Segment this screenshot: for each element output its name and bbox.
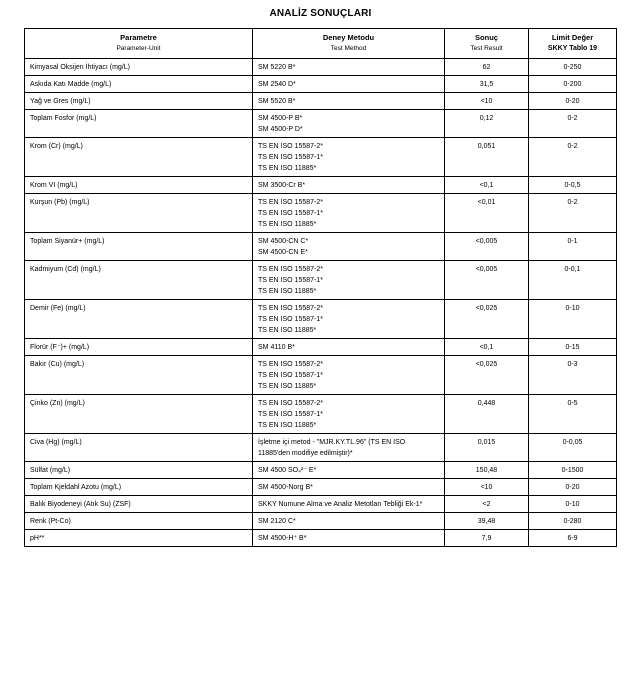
method-line: SM 5520 B* (258, 98, 296, 105)
method-line: TS EN ISO 15587-2* (258, 305, 323, 312)
limit-cell: 0-1500 (529, 462, 617, 479)
table-row (25, 530, 617, 547)
parameter-cell: Toplam Kjeldahl Azotu (mg/L) (25, 479, 253, 496)
method-cell (253, 339, 445, 356)
result-cell: <0,005 (445, 233, 529, 261)
method-line: TS EN ISO 11885* (258, 422, 317, 429)
parameter-cell: Renk (Pt-Co) (25, 513, 253, 530)
result-cell: <10 (445, 93, 529, 110)
method-line: TS EN ISO 15587-2* (258, 199, 323, 206)
table-row (25, 233, 617, 261)
table-row (25, 513, 617, 530)
parameter-cell: Krom VI (mg/L) (25, 177, 253, 194)
limit-cell: 0-250 (529, 59, 617, 76)
table-row (25, 261, 617, 300)
method-line: SM 4500-P B* (258, 115, 303, 122)
parameter-cell: Sülfat (mg/L) (25, 462, 253, 479)
method-cell (253, 261, 445, 300)
header-limit (529, 29, 617, 59)
parameter-cell: Kurşun (Pb) (mg/L) (25, 194, 253, 233)
parameter-cell: Çinko (Zn) (mg/L) (25, 395, 253, 434)
table-row (25, 434, 617, 462)
method-cell (253, 479, 445, 496)
method-line: SM 2540 D* (258, 81, 296, 88)
limit-cell: 0-10 (529, 300, 617, 339)
limit-cell: 0-5 (529, 395, 617, 434)
table-row (25, 138, 617, 177)
header-limit-label: Limit Değer (551, 33, 594, 42)
method-cell (253, 194, 445, 233)
limit-cell: 0-2 (529, 138, 617, 177)
method-line: TS EN ISO 15587-1* (258, 372, 323, 379)
method-line: TS EN ISO 15587-2* (258, 143, 323, 150)
method-line: SM 4110 B* (258, 344, 295, 351)
table-row (25, 110, 617, 138)
method-line: TS EN ISO 15587-2* (258, 266, 323, 273)
header-result-sublabel: Test Result (470, 45, 503, 52)
limit-cell: 6-9 (529, 530, 617, 547)
limit-cell: 0-2 (529, 194, 617, 233)
result-cell: 31,5 (445, 76, 529, 93)
page-title: ANALİZ SONUÇLARI (269, 8, 372, 19)
table-row (25, 356, 617, 395)
result-cell: <10 (445, 479, 529, 496)
limit-cell: 0-280 (529, 513, 617, 530)
table-row (25, 479, 617, 496)
method-line: SM 4500-P D* (258, 126, 303, 133)
method-cell (253, 434, 445, 462)
results-body (25, 59, 617, 547)
limit-cell: 0-0,05 (529, 434, 617, 462)
method-cell (253, 395, 445, 434)
result-cell: 0,448 (445, 395, 529, 434)
method-line: SM 5220 B* (258, 64, 296, 71)
parameter-cell: Krom (Cr) (mg/L) (25, 138, 253, 177)
method-line: TS EN ISO 11885* (258, 383, 317, 390)
result-cell: <2 (445, 496, 529, 513)
method-cell (253, 513, 445, 530)
method-line: SM 4500-Norg B* (258, 484, 313, 491)
method-cell (253, 233, 445, 261)
limit-cell: 0-15 (529, 339, 617, 356)
method-cell (253, 496, 445, 513)
method-line: SM 3500-Cr B* (258, 182, 306, 189)
result-cell: <0,01 (445, 194, 529, 233)
method-line: SKKY Numune Alma ve Analiz Metotları Tebliği Ek-1* (258, 501, 423, 508)
method-line: TS EN ISO 11885* (258, 221, 317, 228)
result-cell: <0,025 (445, 300, 529, 339)
result-cell: 7,9 (445, 530, 529, 547)
parameter-cell: Florür (F⁻)+ (mg/L) (25, 339, 253, 356)
method-cell (253, 59, 445, 76)
method-line: SM 2120 C* (258, 518, 296, 525)
method-cell (253, 93, 445, 110)
parameter-cell: Toplam Fosfor (mg/L) (25, 110, 253, 138)
table-row (25, 395, 617, 434)
method-cell (253, 530, 445, 547)
method-line: TS EN ISO 15587-2* (258, 400, 323, 407)
result-cell: 62 (445, 59, 529, 76)
result-cell: 0,12 (445, 110, 529, 138)
table-row (25, 93, 617, 110)
result-cell: <0,005 (445, 261, 529, 300)
result-cell: <0,025 (445, 356, 529, 395)
parameter-cell: Kimyasal Oksijen İhtiyacı (mg/L) (25, 59, 253, 76)
limit-cell: 0-0,5 (529, 177, 617, 194)
parameter-cell: Askıda Katı Madde (mg/L) (25, 76, 253, 93)
limit-cell: 0-0,1 (529, 261, 617, 300)
method-line: TS EN ISO 11885* (258, 288, 317, 295)
parameter-cell: Demir (Fe) (mg/L) (25, 300, 253, 339)
method-line: TS EN ISO 15587-1* (258, 277, 323, 284)
header-parameter-label: Parametre (120, 33, 157, 42)
method-line: TS EN ISO 15587-1* (258, 210, 323, 217)
method-line: SM 4500-CN E* (258, 249, 308, 256)
table-row (25, 194, 617, 233)
method-cell (253, 138, 445, 177)
method-line: TS EN ISO 15587-2* (258, 361, 323, 368)
method-line: TS EN ISO 11885* (258, 327, 317, 334)
table-row (25, 462, 617, 479)
limit-cell: 0-3 (529, 356, 617, 395)
method-cell (253, 462, 445, 479)
header-parameter (25, 29, 253, 59)
method-cell (253, 110, 445, 138)
result-cell: <0,1 (445, 339, 529, 356)
header-method (253, 29, 445, 59)
method-cell (253, 356, 445, 395)
method-line: TS EN ISO 15587-1* (258, 411, 323, 418)
limit-cell: 0-2 (529, 110, 617, 138)
limit-cell: 0-20 (529, 93, 617, 110)
method-line: TS EN ISO 15587-1* (258, 154, 323, 161)
method-line: İşletme içi metod - "MJR.KY.TL.96" (TS EN ISO 11885'den modifiye edilmiştir)* (258, 439, 406, 457)
header-method-sublabel: Test Method (330, 45, 367, 52)
method-line: SM 4500 SO₄²⁻ E* (258, 467, 317, 474)
results-table (24, 28, 617, 547)
result-cell: 150,48 (445, 462, 529, 479)
table-row (25, 59, 617, 76)
parameter-cell: Toplam Siyanür+ (mg/L) (25, 233, 253, 261)
limit-cell: 0-200 (529, 76, 617, 93)
method-cell (253, 300, 445, 339)
header-parameter-sublabel: Parameter-Unit (116, 45, 161, 52)
result-cell: <0,1 (445, 177, 529, 194)
table-row (25, 300, 617, 339)
table-row (25, 339, 617, 356)
method-cell (253, 76, 445, 93)
header-result-label: Sonuç (475, 33, 498, 42)
header-method-label: Deney Metodu (322, 33, 375, 42)
parameter-cell: Civa (Hg) (mg/L) (25, 434, 253, 462)
table-header-row (25, 29, 617, 59)
limit-cell: 0-20 (529, 479, 617, 496)
table-row (25, 496, 617, 513)
parameter-cell: Bakır (Cu) (mg/L) (25, 356, 253, 395)
table-row (25, 177, 617, 194)
method-line: TS EN ISO 15587-1* (258, 316, 323, 323)
parameter-cell: Yağ ve Gres (mg/L) (25, 93, 253, 110)
header-limit-sublabel: SKKY Tablo 19 (547, 45, 598, 52)
limit-cell: 0-10 (529, 496, 617, 513)
method-cell (253, 177, 445, 194)
limit-cell: 0-1 (529, 233, 617, 261)
parameter-cell: Kadmiyum (Cd) (mg/L) (25, 261, 253, 300)
result-cell: 0,051 (445, 138, 529, 177)
result-cell: 0,015 (445, 434, 529, 462)
table-row (25, 76, 617, 93)
method-line: SM 4500-H⁺ B* (258, 535, 307, 542)
parameter-cell: pH** (25, 530, 253, 547)
header-result (445, 29, 529, 59)
method-line: TS EN ISO 11885* (258, 165, 317, 172)
parameter-cell: Balık Biyodeneyi (Atık Su) (ZSF) (25, 496, 253, 513)
method-line: SM 4500-CN C* (258, 238, 309, 245)
result-cell: 39,48 (445, 513, 529, 530)
